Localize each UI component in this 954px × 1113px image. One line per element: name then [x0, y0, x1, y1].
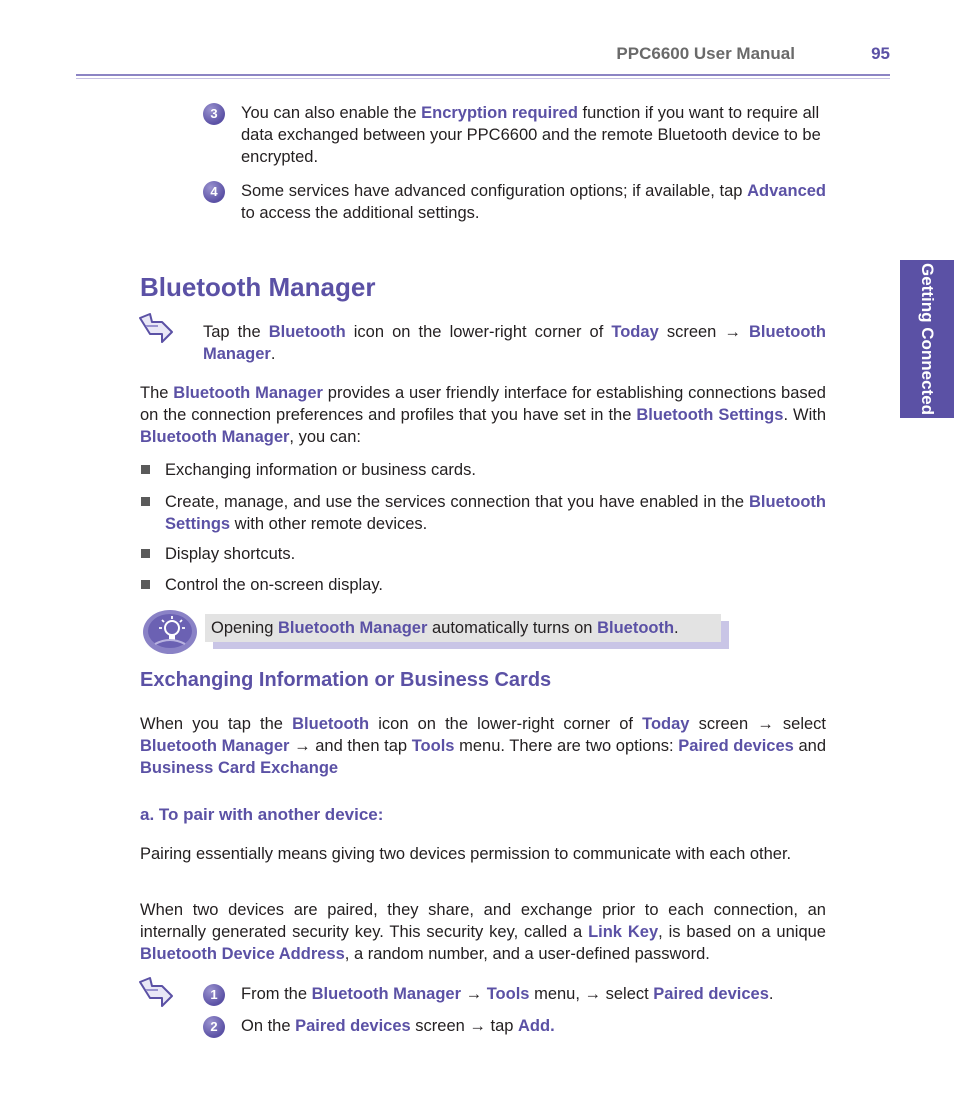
step-4-text: [241, 180, 826, 224]
text-run: On the: [241, 1017, 296, 1035]
pair-heading: a. To pair with another device:: [140, 805, 384, 824]
text-run: Opening: [211, 619, 278, 637]
text-run: icon on the lower-right corner of: [369, 715, 643, 733]
emphasis-term: Add.: [518, 1017, 555, 1035]
bullet-square: [141, 465, 150, 474]
text-run: screen → tap: [410, 1017, 519, 1035]
emphasis-term: Bluetooth Manager: [311, 985, 462, 1003]
emphasis-term: Paired devices: [295, 1017, 411, 1035]
emphasis-term: Bluetooth Settings: [636, 406, 784, 424]
text-run: , you can:: [289, 428, 361, 446]
text-run: .: [768, 985, 774, 1003]
emphasis-term: Bluetooth: [268, 323, 346, 341]
emphasis-term: Bluetooth Manager: [203, 323, 826, 363]
text-run: →: [461, 985, 487, 1003]
pointing-hand-icon: [138, 312, 174, 346]
text-run: .: [674, 619, 679, 637]
text-run: screen →: [658, 323, 750, 341]
emphasis-term: Paired devices: [653, 985, 769, 1003]
text-run: menu, → select: [529, 985, 654, 1003]
step-number-badge: 2: [203, 1016, 225, 1038]
emphasis-term: Link Key: [588, 923, 659, 941]
text-run: When you tap the: [140, 715, 293, 733]
text-run: . With: [783, 406, 826, 424]
step-3-text: [241, 102, 826, 168]
note-box: [205, 614, 721, 642]
emphasis-term: Bluetooth Settings: [165, 493, 826, 533]
text-run: Exchanging information or business cards.: [165, 461, 476, 479]
text-run: icon on the lower-right corner of: [345, 323, 612, 341]
section-title: Bluetooth Manager: [140, 272, 376, 302]
text-run: menu. There are two options:: [454, 737, 679, 755]
text-run: You can also enable the: [241, 104, 422, 122]
text-run: Display shortcuts.: [165, 545, 296, 563]
emphasis-term: Advanced: [747, 182, 826, 200]
exchange-paragraph: [140, 713, 826, 779]
emphasis-term: Paired devices: [678, 737, 794, 755]
bullet-item: [165, 491, 826, 535]
bullet-item: [165, 574, 826, 596]
emphasis-term: Bluetooth: [292, 715, 370, 733]
text-run: and: [793, 737, 827, 755]
pair-paragraph-2: [140, 899, 826, 965]
bullet-square: [141, 580, 150, 589]
step-number-badge: 4: [203, 181, 225, 203]
emphasis-term: Today: [611, 323, 659, 341]
emphasis-term: Bluetooth: [597, 619, 675, 637]
text-run: with other remote devices.: [230, 515, 428, 533]
pair-step-2-text: [241, 1015, 826, 1037]
emphasis-term: Business Card Exchange: [140, 759, 339, 777]
emphasis-term: Bluetooth Manager: [277, 619, 428, 637]
bullet-item: [165, 459, 826, 481]
pair-paragraph-1: [140, 843, 826, 865]
text-run: , a random number, and a user-defined password.: [344, 945, 710, 963]
lightbulb-icon: [141, 606, 199, 656]
page-number: 95: [871, 44, 890, 63]
emphasis-term: Bluetooth Manager: [140, 428, 290, 446]
bullet-square: [141, 549, 150, 558]
text-run: → and then tap: [289, 737, 412, 755]
subsection-title: Exchanging Information or Business Cards: [140, 669, 552, 691]
pointing-hand-icon: [138, 976, 174, 1010]
chapter-side-tab: [900, 260, 954, 418]
text-run: function if you want to require all data exchanged between your PPC6600 and the remote Bluetooth device to be encrypted.: [241, 104, 821, 166]
step-number-badge: 3: [203, 103, 225, 125]
chapter-side-tab-label: Getting Connected: [918, 262, 937, 416]
step-number-badge: 1: [203, 984, 225, 1006]
emphasis-term: Bluetooth Device Address: [140, 945, 345, 963]
emphasis-term: Bluetooth Manager: [173, 384, 323, 402]
emphasis-term: Bluetooth Manager: [140, 737, 290, 755]
header-rule-thin: [76, 78, 890, 79]
text-run: provides a user friendly interface for establishing connections based on the connection preferences and profiles that you have set in the: [140, 384, 826, 424]
text-run: automatically turns on: [427, 619, 598, 637]
bullet-item: [165, 543, 826, 565]
bullet-square: [141, 497, 150, 506]
text-run: When two devices are paired, they share, and exchange prior to each connection, an internally generated security key. This security key, called a: [140, 901, 826, 941]
header-rule: [76, 74, 890, 76]
pair-step-1-text: [241, 983, 826, 1005]
text-run: screen → select: [689, 715, 826, 733]
emphasis-term: Today: [642, 715, 690, 733]
text-run: Control the on-screen display.: [165, 576, 383, 594]
text-run: Pairing essentially means giving two devices permission to communicate with each other.: [140, 845, 792, 863]
emphasis-term: Tools: [486, 985, 530, 1003]
tap-instruction: [203, 321, 826, 365]
text-run: to access the additional settings.: [241, 204, 480, 222]
text-run: From the: [241, 985, 312, 1003]
text-run: , is based on a unique: [658, 923, 826, 941]
text-run: Tap the: [203, 323, 269, 341]
text-run: Some services have advanced configuration options; if available, tap: [241, 182, 748, 200]
emphasis-term: Tools: [411, 737, 455, 755]
running-header-title: PPC6600 User Manual: [616, 44, 795, 63]
text-run: .: [270, 345, 276, 363]
text-run: The: [140, 384, 174, 402]
emphasis-term: Encryption required: [421, 104, 578, 122]
intro-paragraph: [140, 382, 826, 448]
text-run: Create, manage, and use the services connection that you have enabled in the: [165, 493, 750, 511]
